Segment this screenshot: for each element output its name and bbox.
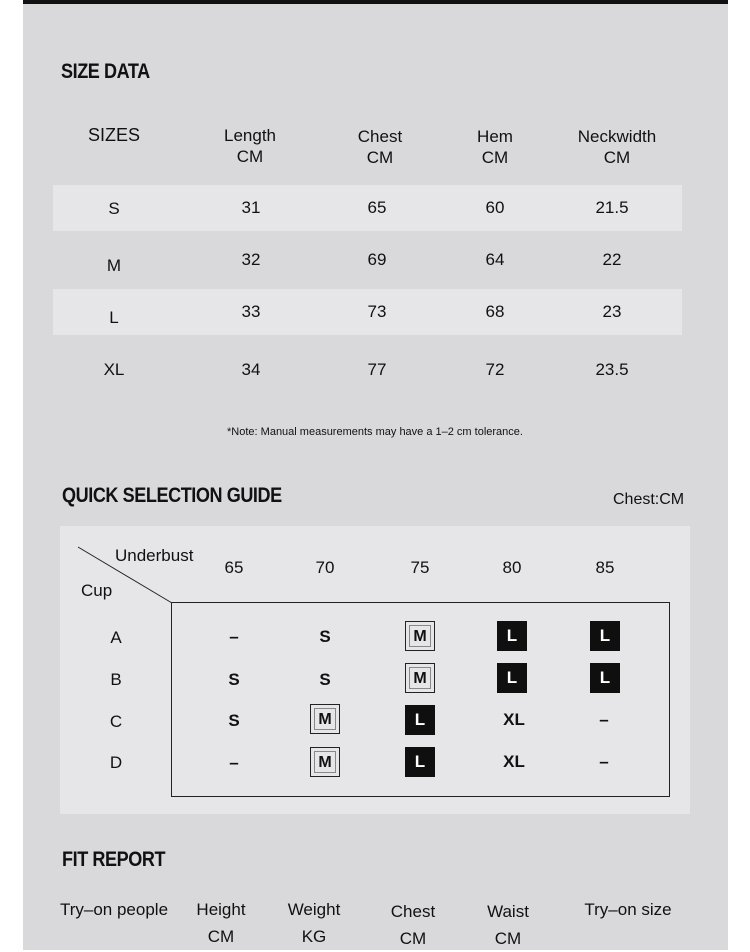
guide-cell: –: [599, 752, 609, 771]
guide-cell-highlighted: L: [405, 747, 435, 777]
fit-report-title: FIT REPORT: [62, 848, 166, 871]
guide-unit: Chest:CM: [613, 491, 685, 508]
header-unit: CM: [207, 927, 235, 946]
guide-cell-label: M: [409, 667, 431, 689]
cell-hem: 72: [485, 360, 505, 379]
guide-cell: XL: [503, 752, 525, 771]
header-unit: CM: [494, 929, 522, 948]
guide-cell-outlined: [405, 621, 435, 651]
fit-header-height: [185, 896, 257, 950]
cup-row: D: [109, 753, 123, 772]
header-unit: CM: [366, 148, 394, 167]
guide-cell-outlined: [310, 704, 340, 734]
cell-chest: 73: [367, 302, 387, 321]
cell-length: 31: [241, 198, 261, 217]
guide-cell-highlighted: L: [497, 621, 527, 651]
corner-label-cup: Cup: [81, 581, 113, 600]
cup-row: B: [110, 670, 122, 689]
cell-size: L: [109, 308, 119, 327]
cell-size: S: [108, 199, 120, 218]
cup-row: A: [110, 628, 122, 647]
header-unit: CM: [603, 148, 631, 167]
guide-cell-highlighted: L: [497, 663, 527, 693]
header-label: Height: [196, 900, 246, 919]
header-sizes: SIZES: [87, 125, 140, 145]
guide-cell-label: M: [409, 625, 431, 647]
size-data-title: SIZE DATA: [61, 60, 150, 83]
header-label: Hem: [477, 127, 513, 146]
cell-size: M: [106, 256, 122, 275]
header-label: Weight: [287, 900, 341, 919]
cell-size: XL: [103, 360, 125, 379]
header-label: Length: [224, 126, 276, 145]
underbust-column: 65: [224, 558, 244, 577]
header-label: Neckwidth: [577, 127, 657, 146]
header-label: Waist: [487, 902, 529, 921]
guide-cell-highlighted: L: [405, 705, 435, 735]
guide-cell-highlighted: L: [590, 621, 620, 651]
guide-cell: –: [229, 753, 239, 772]
fit-header-size: Try–on size: [584, 900, 672, 919]
guide-cell-label: M: [314, 708, 336, 730]
underbust-column: 85: [595, 558, 615, 577]
cell-neckwidth: 21.5: [595, 198, 629, 217]
cell-chest: 65: [367, 198, 387, 217]
guide-cell: –: [229, 627, 239, 646]
cell-neckwidth: 22: [602, 250, 622, 269]
cell-hem: 68: [485, 302, 505, 321]
quick-guide-title: QUICK SELECTION GUIDE: [62, 484, 282, 507]
header-label: Chest: [390, 902, 436, 921]
fit-header-waist: [472, 898, 544, 952]
header-unit: CM: [399, 929, 427, 948]
cell-length: 33: [241, 302, 261, 321]
guide-cell-outlined: [310, 747, 340, 777]
cell-length: 32: [241, 250, 261, 269]
fit-header-weight: [278, 896, 350, 950]
guide-cell: S: [319, 670, 331, 689]
guide-cell-outlined: [405, 663, 435, 693]
guide-cell: S: [228, 670, 240, 689]
cell-hem: 60: [485, 198, 505, 217]
guide-cell: S: [319, 627, 331, 646]
fit-header-people: Try–on people: [59, 900, 169, 919]
guide-cell-highlighted: L: [590, 663, 620, 693]
corner-label-underbust: Underbust: [115, 546, 194, 565]
measurement-note: *Note: Manual measurements may have a 1–2 cm tolerance.: [227, 426, 523, 438]
guide-cell: XL: [503, 710, 525, 729]
cell-neckwidth: 23.5: [595, 360, 629, 379]
guide-cell: S: [228, 711, 240, 730]
cell-chest: 77: [367, 360, 387, 379]
guide-cell: –: [599, 710, 609, 729]
underbust-column: 80: [502, 558, 522, 577]
header-label: Chest: [357, 127, 403, 146]
header-unit: CM: [236, 147, 264, 166]
fit-header-chest: [377, 898, 449, 952]
cell-hem: 64: [485, 250, 505, 269]
underbust-column: 70: [315, 558, 335, 577]
cell-neckwidth: 23: [602, 302, 622, 321]
guide-cell-label: M: [314, 751, 336, 773]
cup-row: C: [109, 712, 123, 731]
header-unit: CM: [481, 148, 509, 167]
underbust-column: 75: [410, 558, 430, 577]
cell-chest: 69: [367, 250, 387, 269]
cell-length: 34: [241, 360, 261, 379]
header-unit: KG: [301, 927, 327, 946]
